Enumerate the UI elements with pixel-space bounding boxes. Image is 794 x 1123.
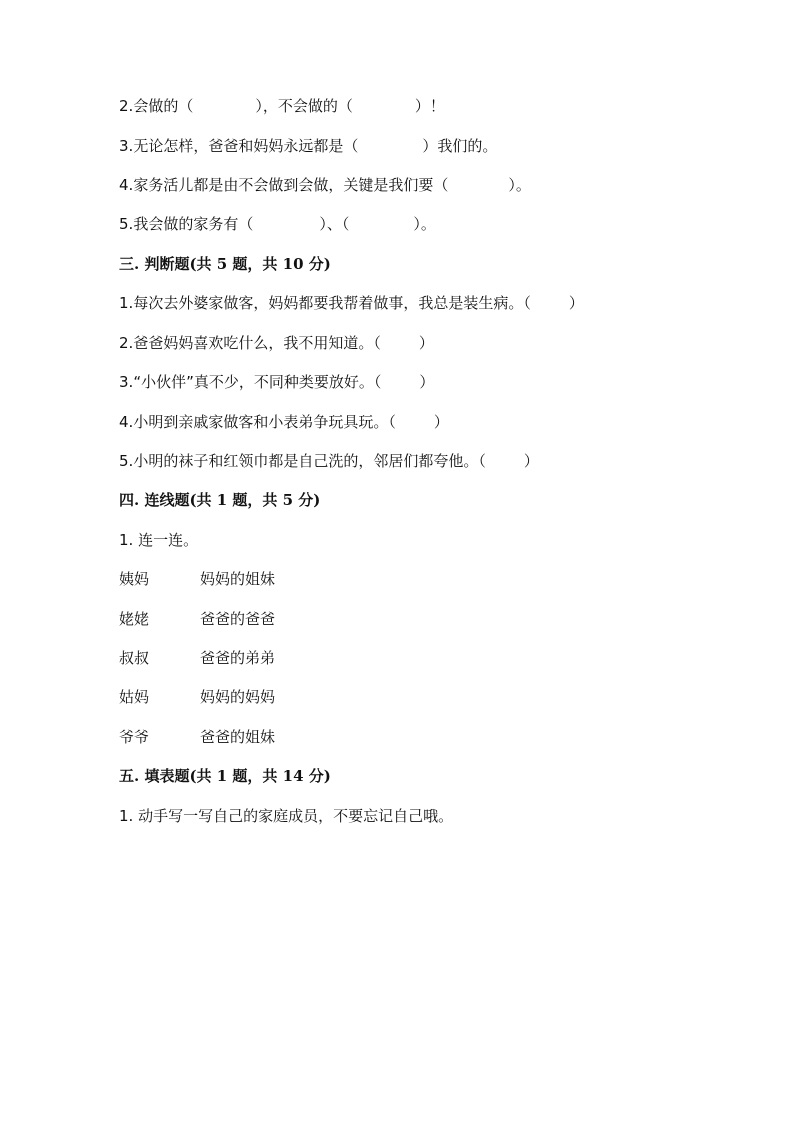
- matching-right-term[interactable]: 爸爸的姐妹: [200, 728, 276, 746]
- question-text: ）！: [414, 97, 445, 115]
- question-text: ）。: [508, 176, 531, 194]
- question-text: ）。: [413, 215, 436, 233]
- question-text: 家务活儿都是由不会做到会做，关键是我们要（: [133, 176, 449, 194]
- question-number: 3.: [119, 373, 134, 391]
- question-text: “小伙伴”真不少，不同种类要放好。（: [133, 373, 382, 391]
- fill-question-4: [119, 175, 531, 195]
- fill-question-5: [119, 214, 436, 234]
- question-number: 2.: [119, 334, 134, 352]
- question-text: 会做的（: [133, 97, 194, 115]
- matching-pair: [119, 727, 275, 747]
- true-false-question: [119, 412, 449, 432]
- matching-right-term[interactable]: 妈妈的姐妹: [200, 570, 276, 588]
- question-text: 每次去外婆家做客，妈妈都要我帮着做事，我总是装生病。（: [133, 294, 531, 312]
- matching-pair: [119, 687, 275, 707]
- question-text: ）、（: [319, 215, 350, 233]
- question-text: ）: [523, 452, 539, 470]
- fill-question-3: [119, 136, 497, 156]
- matching-pair: [119, 609, 275, 629]
- matching-question: 1. 连一连。: [119, 531, 199, 549]
- question-text: 爸爸妈妈喜欢吃什么，我不用知道。（: [133, 334, 381, 352]
- table-question: 1. 动手写一写自己的家庭成员，不要忘记自己哦。: [119, 807, 454, 825]
- question-number: 2.: [119, 97, 134, 115]
- matching-left-term[interactable]: 姑妈: [119, 688, 150, 706]
- true-false-question: [119, 293, 584, 313]
- question-number: 4.: [119, 413, 134, 431]
- question-text: 我会做的家务有（: [133, 215, 254, 233]
- question-text: ）: [568, 294, 584, 312]
- question-text: ）: [419, 373, 435, 391]
- section-heading-matching: 四. 连线题(共 1 题，共 5 分): [119, 491, 321, 509]
- matching-pair: [119, 648, 275, 668]
- question-text: ），不会做的（: [255, 97, 353, 115]
- true-false-question: [119, 333, 434, 353]
- fill-question-2: [119, 96, 445, 116]
- section-heading-table: 五. 填表题(共 1 题，共 14 分): [119, 767, 331, 785]
- question-text: ）: [418, 334, 434, 352]
- matching-right-term[interactable]: 爸爸的弟弟: [200, 649, 276, 667]
- matching-right-term[interactable]: 妈妈的妈妈: [200, 688, 276, 706]
- question-text: 小明的袜子和红领巾都是自己洗的，邻居们都夸他。（: [133, 452, 486, 470]
- matching-left-term[interactable]: 姥姥: [119, 610, 150, 628]
- matching-pair: [119, 569, 275, 589]
- question-text: 小明到亲戚家做客和小表弟争玩具玩。（: [133, 413, 396, 431]
- question-text: 无论怎样，爸爸和妈妈永远都是（: [133, 137, 359, 155]
- matching-left-term[interactable]: 姨妈: [119, 570, 150, 588]
- question-text: ）我们的。: [422, 137, 498, 155]
- matching-left-term[interactable]: 爷爷: [119, 728, 150, 746]
- section-heading-true-false: 三. 判断题(共 5 题，共 10 分): [119, 255, 331, 273]
- question-number: 4.: [119, 176, 134, 194]
- question-number: 5.: [119, 215, 134, 233]
- question-number: 3.: [119, 137, 134, 155]
- matching-right-term[interactable]: 爸爸的爸爸: [200, 610, 276, 628]
- question-number: 5.: [119, 452, 134, 470]
- true-false-question: [119, 451, 539, 471]
- matching-left-term[interactable]: 叔叔: [119, 649, 150, 667]
- question-number: 1.: [119, 294, 134, 312]
- true-false-question: [119, 372, 434, 392]
- question-text: ）: [433, 413, 449, 431]
